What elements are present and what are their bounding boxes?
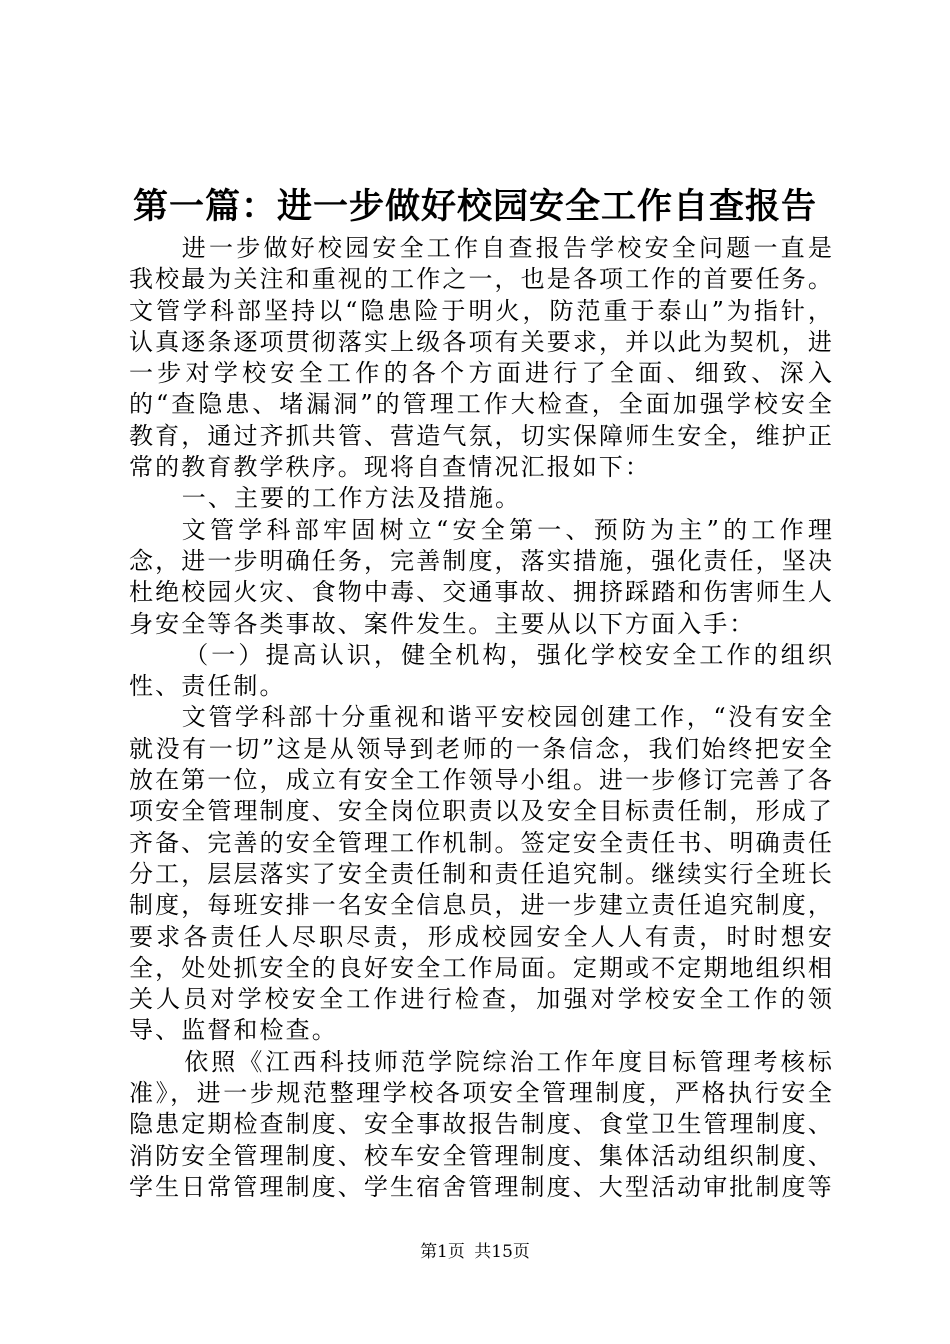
page-number: 第1页 (420, 1242, 465, 1262)
paragraph-intro: 进一步做好校园安全工作自查报告学校安全问题一直是我校最为关注和重视的工作之一，也是各项工作的首要任务。文管学科部坚持以“隐患险于明火，防范重于泰山”为指针，认真逐条逐项贯彻落实上级各项有关要求，并以此为契机，进一步对学校安全工作的各个方面进行了全面、细致、深入的“查隐患、堵漏洞”的管理工作大检查，全面加强学校安全教育，通过齐抓共管、营造气氛，切实保障师生安全，维护正常的教育教学秩序。现将自查情况汇报如下： (129, 234, 834, 482)
section-heading-methods: 一、主要的工作方法及措施。 (181, 484, 522, 513)
page-total: 共15页 (474, 1242, 530, 1262)
document-title: 第一篇：进一步做好校园安全工作自查报告 (132, 186, 817, 227)
paragraph-philosophy: 文管学科部牢固树立“安全第一、预防为主”的工作理念，进一步明确任务，完善制度，落实措施，强化责任，坚决杜绝校园火灾、食物中毒、交通事故、拥挤踩踏和伤害师生人身安全等各类事故、案件发生。主要从以下方面入手： (129, 515, 834, 638)
subsection-heading-1: （一）提高认识，健全机构，强化学校安全工作的组织性、责任制。 (129, 640, 834, 701)
document-body (129, 233, 834, 1203)
paragraph-regulations: 依照《江西科技师范学院综治工作年度目标管理考核标准》，进一步规范整理学校各项安全管理制度，严格执行安全隐患定期检查制度、安全事故报告制度、食堂卫生管理制度、消防安全管理制度、校车安全管理制度、集体活动组织制度、学生日常管理制度、学生宿舍管理制度、大型活动审批制度等 (129, 1047, 834, 1201)
paragraph-organization: 文管学科部十分重视和谐平安校园创建工作，“没有安全就没有一切”这是从领导到老师的一条信念，我们始终把安全放在第一位，成立有安全工作领导小组。进一步修订完善了各项安全管理制度、安全岗位职责以及安全目标责任制，形成了齐备、完善的安全管理工作机制。签定安全责任书、明确责任分工，层层落实了安全责任制和责任追究制。继续实行全班长制度，每班安排一名安全信息员，进一步建立责任追究制度，要求各责任人尽职尽责，形成校园安全人人有责，时时想安全，处处抓安全的良好安全工作局面。定期或不定期地组织相关人员对学校安全工作进行检查，加强对学校安全工作的领导、监督和检查。 (129, 703, 834, 1045)
page-footer (0, 1240, 950, 1264)
